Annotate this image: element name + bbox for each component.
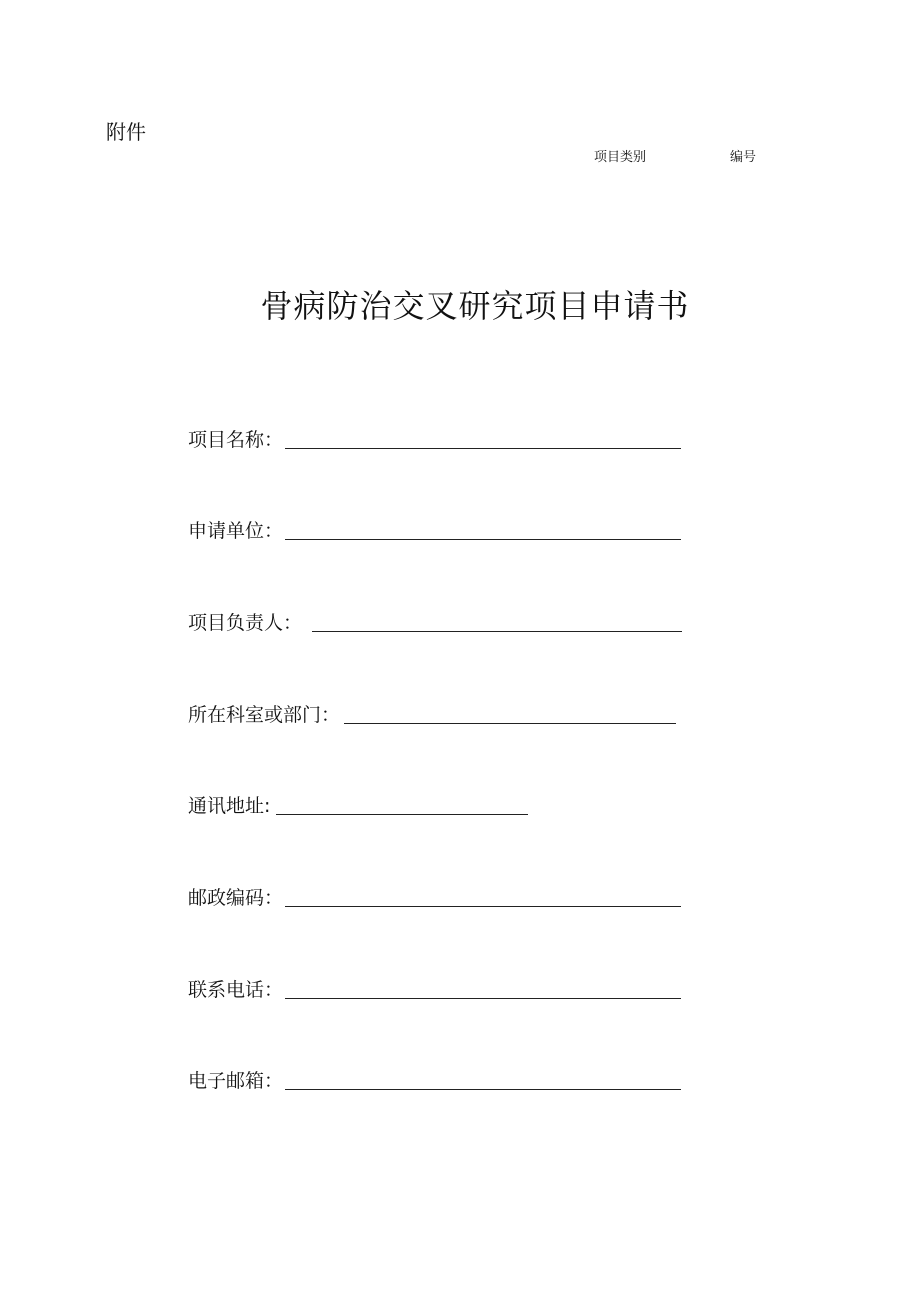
phone-field[interactable] (188, 974, 681, 1002)
email-input-line[interactable] (285, 1089, 681, 1090)
phone-label: 联系电话： (188, 979, 284, 1001)
postal-code-field[interactable] (188, 882, 681, 910)
department-field[interactable] (188, 699, 676, 727)
postal-code-input-line[interactable] (285, 906, 681, 907)
applicant-unit-input-line[interactable] (285, 539, 681, 540)
project-leader-field[interactable] (188, 607, 682, 635)
project-name-field[interactable] (188, 424, 681, 452)
project-category-label: 项目类别 (594, 150, 647, 165)
attachment-label: 附件 (106, 120, 146, 144)
email-label: 电子邮箱： (188, 1070, 284, 1092)
mailing-address-field[interactable] (188, 790, 528, 818)
department-input-line[interactable] (344, 723, 676, 724)
project-leader-input-line[interactable] (312, 631, 682, 632)
department-label: 所在科室或部门： (188, 704, 341, 726)
mailing-address-input-line[interactable] (276, 814, 528, 815)
project-name-label: 项目名称： (188, 429, 284, 451)
document-title: 骨病防治交叉研究项目申请书 (260, 287, 690, 325)
applicant-unit-field[interactable] (188, 515, 681, 543)
serial-number-label: 编号 (730, 150, 757, 165)
postal-code-label: 邮政编码： (188, 887, 284, 909)
email-field[interactable] (188, 1065, 681, 1093)
mailing-address-label: 通讯地址: (188, 795, 271, 817)
phone-input-line[interactable] (285, 998, 681, 999)
project-name-input-line[interactable] (285, 448, 681, 449)
project-leader-label: 项目负责人： (188, 612, 303, 634)
applicant-unit-label: 申请单位： (188, 520, 284, 542)
